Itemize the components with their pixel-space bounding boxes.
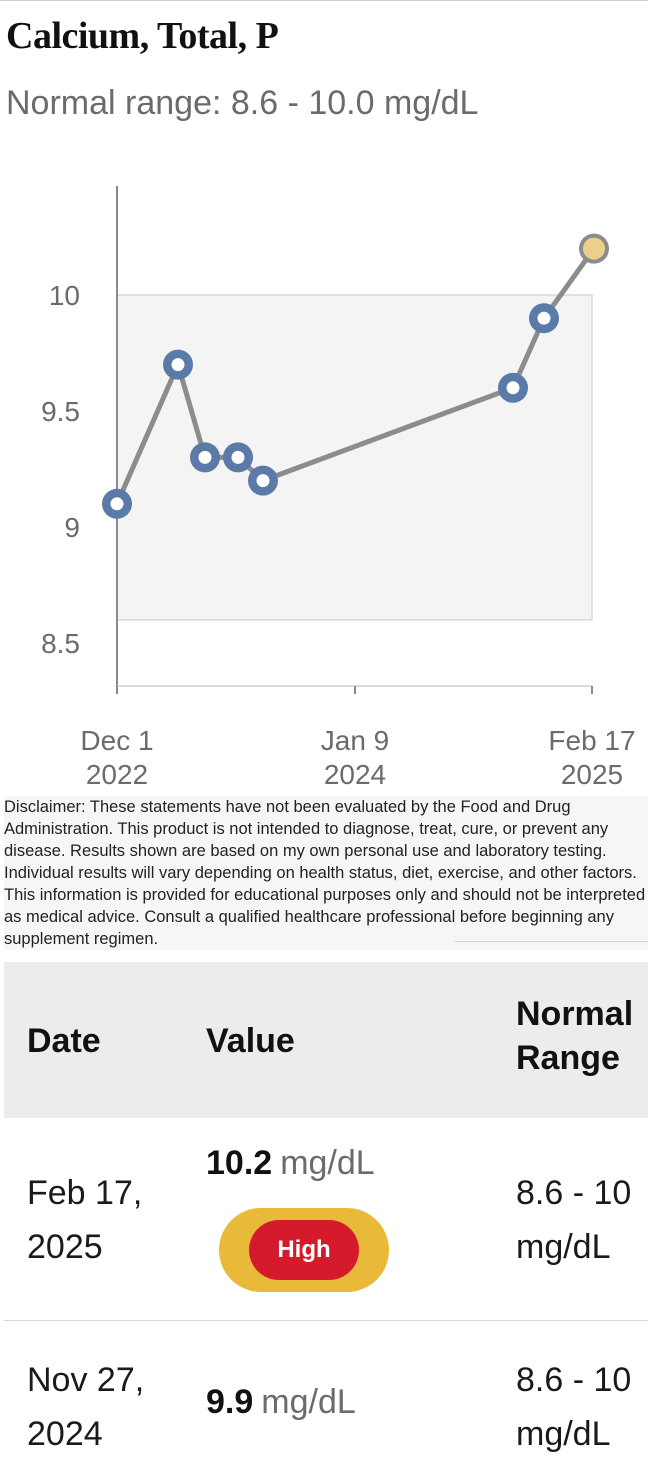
row-range-line1: 8.6 - 10: [516, 1174, 632, 1212]
x-tick-label: Feb 17: [548, 725, 636, 756]
row-value-unit: mg/dL: [261, 1383, 356, 1421]
high-status-badge: [219, 1208, 389, 1292]
row-value-number: 9.9: [206, 1383, 254, 1421]
calcium-line-chart: [0, 170, 648, 790]
x-tick-label: Jan 9: [320, 725, 390, 756]
data-point-high: [579, 234, 609, 264]
y-tick-label: 9: [64, 512, 80, 543]
results-table: [4, 962, 648, 1481]
y-tick-label: 9.5: [41, 396, 80, 427]
header-range-line2: Range: [516, 1039, 620, 1077]
normal-range-band: [117, 295, 592, 620]
header-value: Value: [206, 1022, 295, 1060]
row-value: [206, 1383, 356, 1422]
point-center: [507, 381, 520, 394]
data-point: [248, 466, 278, 496]
row-date-line1: Nov 27,: [27, 1361, 145, 1399]
data-point: [529, 303, 559, 333]
header-date: Date: [27, 1022, 101, 1060]
point-center: [111, 497, 124, 510]
x-tick-label: Dec 1: [80, 725, 154, 756]
point-mid: [583, 238, 605, 260]
point-center: [232, 451, 245, 464]
row-date-line2: 2024: [27, 1415, 103, 1453]
row-date-line1: Feb 17,: [27, 1174, 143, 1212]
point-center: [538, 312, 551, 325]
point-center: [199, 451, 212, 464]
row-value-number: 10.2: [206, 1144, 273, 1182]
row-value-unit: mg/dL: [280, 1144, 375, 1182]
y-tick-label: 8.5: [41, 628, 80, 659]
data-point: [498, 373, 528, 403]
row-date: [27, 1166, 142, 1274]
data-point: [190, 442, 220, 472]
row-range: [516, 1166, 631, 1274]
point-center: [172, 358, 185, 371]
row-range: [516, 1353, 631, 1461]
top-divider: [0, 0, 648, 1]
data-point: [102, 489, 132, 519]
table-row[interactable]: [4, 1118, 648, 1321]
header-range-line1: Normal: [516, 995, 634, 1033]
row-range-line1: 8.6 - 10: [516, 1361, 632, 1399]
point-center: [257, 474, 270, 487]
disclaimer-text: Disclaimer: These statements have not been evaluated by the Food and Drug Administration. This product is not intended to diagnose, treat, cure, or prevent any disease. Results shown are based on my own personal use and laboratory testing. Individual results will vary depending on health status, diet, exercise, and other factors. This information is provided for educational purposes only and should not be interpreted as medical advice. Consult a qualified healthcare professional before beginning any supplement regimen.: [4, 796, 648, 950]
row-range-line2: mg/dL: [516, 1228, 611, 1266]
disclaimer-divider: [455, 941, 648, 942]
table-row[interactable]: [4, 1321, 648, 1481]
row-value: [206, 1144, 375, 1183]
x-tick-label: 2025: [560, 759, 624, 790]
header-normal-range: [516, 992, 633, 1080]
table-header: [4, 962, 648, 1118]
y-tick-label: 10: [48, 280, 80, 311]
normal-range-subtitle: Normal range: 8.6 - 10.0 mg/dL: [6, 84, 479, 122]
data-point: [223, 442, 253, 472]
page-title: Calcium, Total, P: [6, 15, 279, 57]
row-date-line2: 2025: [27, 1228, 103, 1266]
high-status-label: High: [249, 1220, 359, 1280]
x-tick-label: 2022: [85, 759, 149, 790]
data-point: [163, 350, 193, 380]
x-tick-label: 2024: [323, 759, 387, 790]
row-range-line2: mg/dL: [516, 1415, 611, 1453]
row-date: [27, 1353, 144, 1461]
